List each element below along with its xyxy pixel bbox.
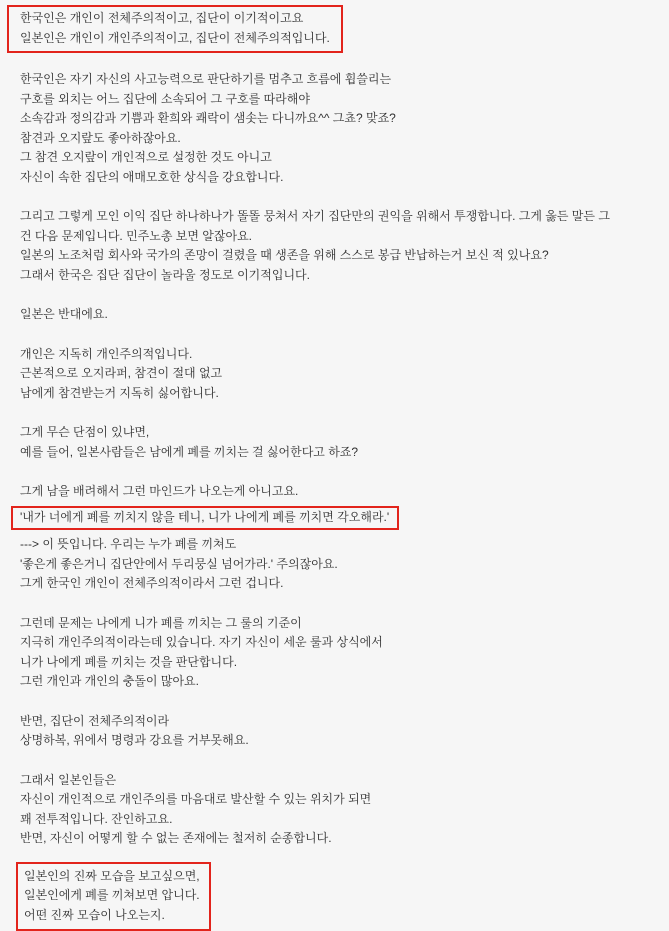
paragraph-mindset <box>20 482 661 502</box>
text-line: 반면, 집단이 전체주의적이라 <box>20 713 170 728</box>
text-line: 소속감과 정의감과 기쁨과 환희와 쾌락이 샘솟는 다니까요^^ 그쵸? 맞죠? <box>20 111 396 125</box>
text-line: 상명하복, 위에서 명령과 강요를 거부못해요. <box>20 733 249 747</box>
text-line: 한국인은 개인이 전체주의적이고, 집단이 이기적이고요 <box>20 11 304 25</box>
text-line: 그래서 한국은 집단 집단이 놀라울 정도로 이기적입니다. <box>20 267 310 282</box>
paragraph-interest-groups <box>20 207 661 285</box>
text-line: 그런데 문제는 나에게 니가 폐를 끼치는 그 룰의 기준이 <box>20 615 302 630</box>
text-line: 일본의 노조처럼 회사와 국가의 존망이 걸렸을 때 생존을 위해 스스로 봉급 반납하는거 보신 적 있나요? <box>20 248 549 262</box>
highlight-box-row-bottom <box>20 862 661 931</box>
text-line: 일본인에게 폐를 끼쳐보면 압니다. <box>24 888 200 902</box>
text-line: 그게 남을 배려해서 그런 마인드가 나오는게 아니고요. <box>20 484 299 498</box>
highlight-box-top <box>7 5 343 53</box>
text-line: 그게 무슨 단점이 있냐면, <box>20 425 150 439</box>
text-line: 어떤 진짜 모습이 나오는지. <box>24 907 165 922</box>
text-line: 일본인의 진짜 모습을 보고싶으면, <box>24 868 200 883</box>
text-line: 남에게 참견받는거 지독히 싫어합니다. <box>20 385 219 400</box>
text-line: 자신이 개인적으로 개인주의를 마음대로 발산할 수 있는 위치가 되면 <box>20 792 372 806</box>
highlight-box-row-middle <box>20 506 661 531</box>
paragraph-individualism <box>20 345 661 404</box>
text-line: 그리고 그렇게 모인 이익 집단 하나하나가 똘똘 뭉쳐서 자기 집단만의 권익을 위해서 투쟁합니다. 그게 옳든 말든 그 <box>20 209 610 223</box>
highlight-box-bottom <box>16 862 211 931</box>
text-line: ---> 이 뜻입니다. 우리는 누가 폐를 끼쳐도 <box>20 537 237 551</box>
paragraph-japanese-behavior <box>20 771 661 849</box>
text-line: 꽤 전투적입니다. 잔인하고요. <box>20 811 173 826</box>
paragraph-meaning <box>20 535 661 594</box>
text-line: 자신이 속한 집단의 애매모호한 상식을 강요합니다. <box>20 169 284 184</box>
text-line: 예를 들어, 일본사람들은 남에게 폐를 끼치는 걸 싫어한다고 하죠? <box>20 444 359 459</box>
post-body <box>20 5 661 931</box>
text-line: 니가 나에게 폐를 끼치는 것을 판단합니다. <box>20 654 238 669</box>
text-line: 구호를 외치는 어느 집단에 소속되어 그 구호를 따라해야 <box>20 91 310 106</box>
text-line: '내가 너에게 폐를 끼치지 않을 테니, 니가 나에게 폐를 끼치면 각오해라.' <box>20 509 390 524</box>
paragraph-japan-opposite <box>20 305 661 325</box>
text-line: 그런 개인과 개인의 충돌이 많아요. <box>20 674 199 688</box>
text-line: 개인은 지독히 개인주의적입니다. <box>20 346 193 361</box>
text-line: 지극히 개인주의적이라는데 있습니다. 자기 자신이 세운 룰과 상식에서 <box>20 635 383 649</box>
text-line: 건 다음 문제입니다. 민주노총 보면 알잖아요. <box>20 228 252 243</box>
text-line: 그게 한국인 개인이 전체주의적이라서 그런 겁니다. <box>20 576 284 590</box>
highlight-box-row-top <box>20 5 661 53</box>
text-line: 일본인은 개인이 개인주의적이고, 집단이 전체주의적입니다. <box>20 30 330 45</box>
paragraph-rule-standard <box>20 614 661 692</box>
text-line: 반면, 자신이 어떻게 할 수 없는 존재에는 철저히 순종합니다. <box>20 831 332 845</box>
text-line: 그래서 일본인들은 <box>20 772 117 787</box>
text-line: 근본적으로 오지라퍼, 참견이 절대 없고 <box>20 366 223 380</box>
text-line: '좋은게 좋은거니 집단안에서 두리뭉실 넘어가라.' 주의잖아요. <box>20 556 338 571</box>
paragraph-korean-groupism <box>20 70 661 187</box>
text-line: 참견과 오지랖도 좋아하잖아요. <box>20 130 181 145</box>
text-line: 한국인은 자기 자신의 사고능력으로 판단하기를 멈추고 흐름에 휩쓸리는 <box>20 72 392 86</box>
highlight-box-middle <box>11 506 399 531</box>
paragraph-hierarchy <box>20 712 661 751</box>
paragraph-drawback <box>20 423 661 462</box>
text-line: 그 참견 오지랖이 개인적으로 설정한 것도 아니고 <box>20 150 272 164</box>
text-line: 일본은 반대에요. <box>20 307 108 321</box>
